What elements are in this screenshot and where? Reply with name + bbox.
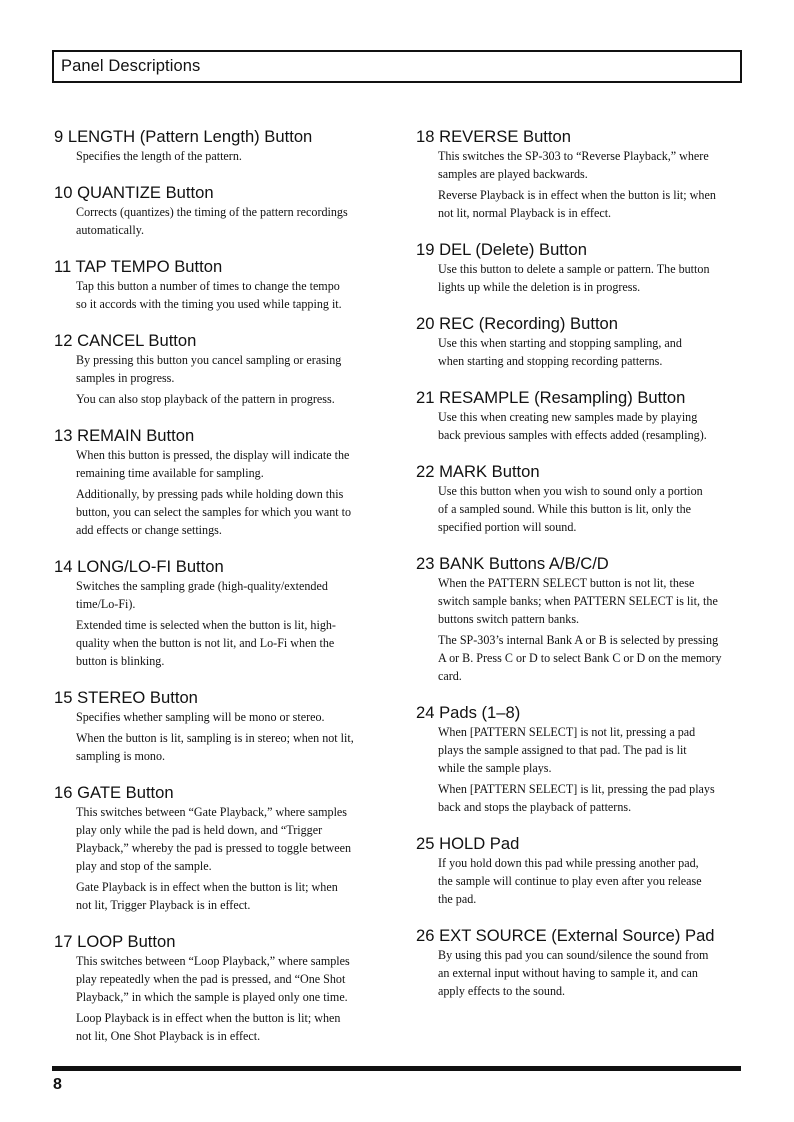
paragraph [438,854,744,908]
item-body [438,723,744,816]
paragraph [438,186,744,222]
button-description [54,687,384,765]
text-line: This switches between “Loop Playback,” where samples [76,954,350,968]
button-description [54,931,384,1045]
text-line: Use this button to delete a sample or pattern. The button [438,262,710,276]
item-heading [54,182,384,203]
text-line: not lit, Trigger Playback is in effect. [76,898,251,912]
item-heading [54,782,384,803]
paragraph [76,485,384,539]
button-description [54,330,384,408]
item-number: 18 [416,127,435,146]
text-line: This switches the SP-303 to “Reverse Playback,” where [438,149,709,163]
item-title: REC (Recording) Button [439,314,619,333]
text-line: Tap this button a number of times to change the tempo [76,279,340,293]
paragraph [438,334,744,370]
item-number: 19 [416,240,435,259]
text-line: button, you can select the samples for which you want to [76,505,352,519]
right-column [416,126,744,1017]
paragraph [76,803,384,875]
text-line: play and stop of the sample. [76,859,212,873]
item-body [76,952,384,1045]
left-column [54,126,384,1062]
item-title: STEREO Button [77,688,198,707]
text-line: This switches between “Gate Playback,” where samples [76,805,348,819]
item-heading [416,553,744,574]
text-line: buttons switch pattern banks. [438,612,580,626]
text-line: When [PATTERN SELECT] is lit, pressing the pad plays [438,782,715,796]
item-title: TAP TEMPO Button [75,257,223,276]
paragraph [438,946,744,1000]
item-number: 9 [54,127,64,146]
button-description [416,126,744,222]
item-body [438,334,744,370]
text-line: when starting and stopping recording patterns. [438,354,663,368]
text-line: sampling is mono. [76,749,166,763]
item-heading [54,931,384,952]
item-number: 20 [416,314,435,333]
item-heading [416,387,744,408]
button-description [416,702,744,816]
paragraph [76,446,384,482]
item-body [76,803,384,914]
item-heading [54,687,384,708]
item-title: MARK Button [439,462,540,481]
item-body [438,946,744,1000]
button-description [416,313,744,370]
button-description [416,925,744,1000]
paragraph [76,390,384,408]
text-line: By using this pad you can sound/silence the sound from [438,948,709,962]
item-body [76,351,384,408]
item-title: BANK Buttons A/B/C/D [439,554,609,573]
item-heading [54,126,384,147]
page-title: Panel Descriptions [61,57,201,75]
item-number: 24 [416,703,435,722]
text-line: Use this when starting and stopping sampling, and [438,336,682,350]
item-title: DEL (Delete) Button [439,240,587,259]
item-number: 25 [416,834,435,853]
item-heading [416,126,744,147]
paragraph [438,260,744,296]
button-description [54,556,384,670]
paragraph [76,878,384,914]
button-description [54,256,384,313]
button-description [54,182,384,239]
page-number: 8 [53,1076,62,1093]
text-line: When the PATTERN SELECT button is not lit, these [438,576,695,590]
paragraph [438,482,744,536]
item-heading [416,702,744,723]
text-line: Use this button when you wish to sound only a portion [438,484,703,498]
item-body [438,260,744,296]
item-heading [54,425,384,446]
item-number: 13 [54,426,73,445]
button-description [416,239,744,296]
item-number: 16 [54,783,73,802]
item-number: 22 [416,462,435,481]
item-body [76,277,384,313]
item-number: 23 [416,554,435,573]
paragraph [76,203,384,239]
paragraph [438,780,744,816]
item-body [76,577,384,670]
paragraph [76,1009,384,1045]
button-description [416,461,744,536]
text-line: switch sample banks; when PATTERN SELECT is lit, the [438,594,718,608]
text-line: time/Lo-Fi). [76,597,136,611]
item-title: Pads (1–8) [439,703,521,722]
text-line: A or B. Press C or D to select Bank C or D on the memory [438,651,722,665]
item-number: 14 [54,557,73,576]
button-description [416,387,744,444]
item-heading [54,330,384,351]
paragraph [76,577,384,613]
paragraph [438,408,744,444]
item-title: HOLD Pad [439,834,520,853]
item-title: LONG/LO-FI Button [77,557,224,576]
text-line: Loop Playback is in effect when the button is lit; when [76,1011,341,1025]
footer-rule [52,1066,741,1071]
text-line: card. [438,669,462,683]
item-body [438,408,744,444]
paragraph [76,277,384,313]
text-line: automatically. [76,223,145,237]
text-line: Playback,” whereby the pad is pressed to toggle between [76,841,352,855]
button-description [416,553,744,685]
button-description [54,126,384,165]
text-line: play repeatedly when the pad is pressed, and “One Shot [76,972,346,986]
text-line: not lit, normal Playback is in effect. [438,206,612,220]
text-line: the sample will continue to play even after you release [438,874,702,888]
item-body [76,446,384,539]
text-line: back and stops the playback of patterns. [438,800,632,814]
item-number: 11 [54,257,72,276]
item-body [76,147,384,165]
item-title: QUANTIZE Button [77,183,214,202]
text-line: remaining time available for sampling. [76,466,264,480]
item-title: REMAIN Button [77,426,195,445]
text-line: You can also stop playback of the pattern in progress. [76,392,335,406]
button-description [416,833,744,908]
text-line: samples in progress. [76,371,175,385]
text-line: apply effects to the sound. [438,984,566,998]
text-line: When the button is lit, sampling is in stereo; when not lit, [76,731,354,745]
text-line: When [PATTERN SELECT] is not lit, pressing a pad [438,725,696,739]
text-line: The SP-303’s internal Bank A or B is selected by pressing [438,633,719,647]
item-number: 26 [416,926,435,945]
item-heading [416,925,744,946]
button-description [54,425,384,539]
text-line: of a sampled sound. While this button is lit, only the [438,502,692,516]
text-line: an external input without having to sample it, and can [438,966,698,980]
item-heading [416,461,744,482]
item-heading [54,556,384,577]
item-heading [416,313,744,334]
text-line: while the sample plays. [438,761,552,775]
item-title: EXT SOURCE (External Source) Pad [439,926,715,945]
item-title: LOOP Button [77,932,176,951]
item-number: 10 [54,183,73,202]
text-line: Corrects (quantizes) the timing of the pattern recordings [76,205,348,219]
text-line: quality when the button is not lit, and Lo-Fi when the [76,636,335,650]
text-line: plays the sample assigned to that pad. The pad is lit [438,743,687,757]
text-line: specified portion will sound. [438,520,577,534]
item-heading [416,833,744,854]
item-heading [416,239,744,260]
text-line: Extended time is selected when the button is lit, high- [76,618,336,632]
paragraph [438,147,744,183]
item-title: CANCEL Button [77,331,197,350]
text-line: button is blinking. [76,654,165,668]
item-title: RESAMPLE (Resampling) Button [439,388,686,407]
paragraph [76,616,384,670]
text-line: Additionally, by pressing pads while holding down this [76,487,344,501]
paragraph [438,574,744,628]
text-line: Specifies the length of the pattern. [76,149,242,163]
item-body [438,482,744,536]
text-line: Reverse Playback is in effect when the button is lit; when [438,188,716,202]
item-title: LENGTH (Pattern Length) Button [67,127,313,146]
text-line: Specifies whether sampling will be mono or stereo. [76,710,325,724]
item-body [438,574,744,685]
text-line: Switches the sampling grade (high-quality/extended [76,579,328,593]
item-heading [54,256,384,277]
item-number: 15 [54,688,73,707]
paragraph [76,729,384,765]
text-line: not lit, One Shot Playback is in effect. [76,1029,261,1043]
paragraph [76,952,384,1006]
paragraph [438,631,744,685]
text-line: the pad. [438,892,477,906]
text-line: lights up while the deletion is in progress. [438,280,641,294]
item-title: GATE Button [77,783,174,802]
text-line: play only while the pad is held down, and “Trigger [76,823,323,837]
item-body [76,203,384,239]
paragraph [76,147,384,165]
item-number: 21 [416,388,435,407]
text-line: If you hold down this pad while pressing another pad, [438,856,699,870]
text-line: Gate Playback is in effect when the button is lit; when [76,880,338,894]
text-line: samples are played backwards. [438,167,588,181]
text-line: Playback,” in which the sample is played only one time. [76,990,348,1004]
text-line: so it accords with the timing you used while tapping it. [76,297,342,311]
paragraph [76,708,384,726]
item-body [76,708,384,765]
paragraph [438,723,744,777]
text-line: By pressing this button you cancel sampling or erasing [76,353,342,367]
item-body [438,854,744,908]
header-box [52,50,742,83]
text-line: When this button is pressed, the display will indicate the [76,448,350,462]
text-line: add effects or change settings. [76,523,222,537]
item-body [438,147,744,222]
button-description [54,782,384,914]
paragraph [76,351,384,387]
text-line: back previous samples with effects added (resampling). [438,428,707,442]
text-line: Use this when creating new samples made by playing [438,410,698,424]
item-title: REVERSE Button [439,127,571,146]
item-number: 12 [54,331,73,350]
item-number: 17 [54,932,73,951]
